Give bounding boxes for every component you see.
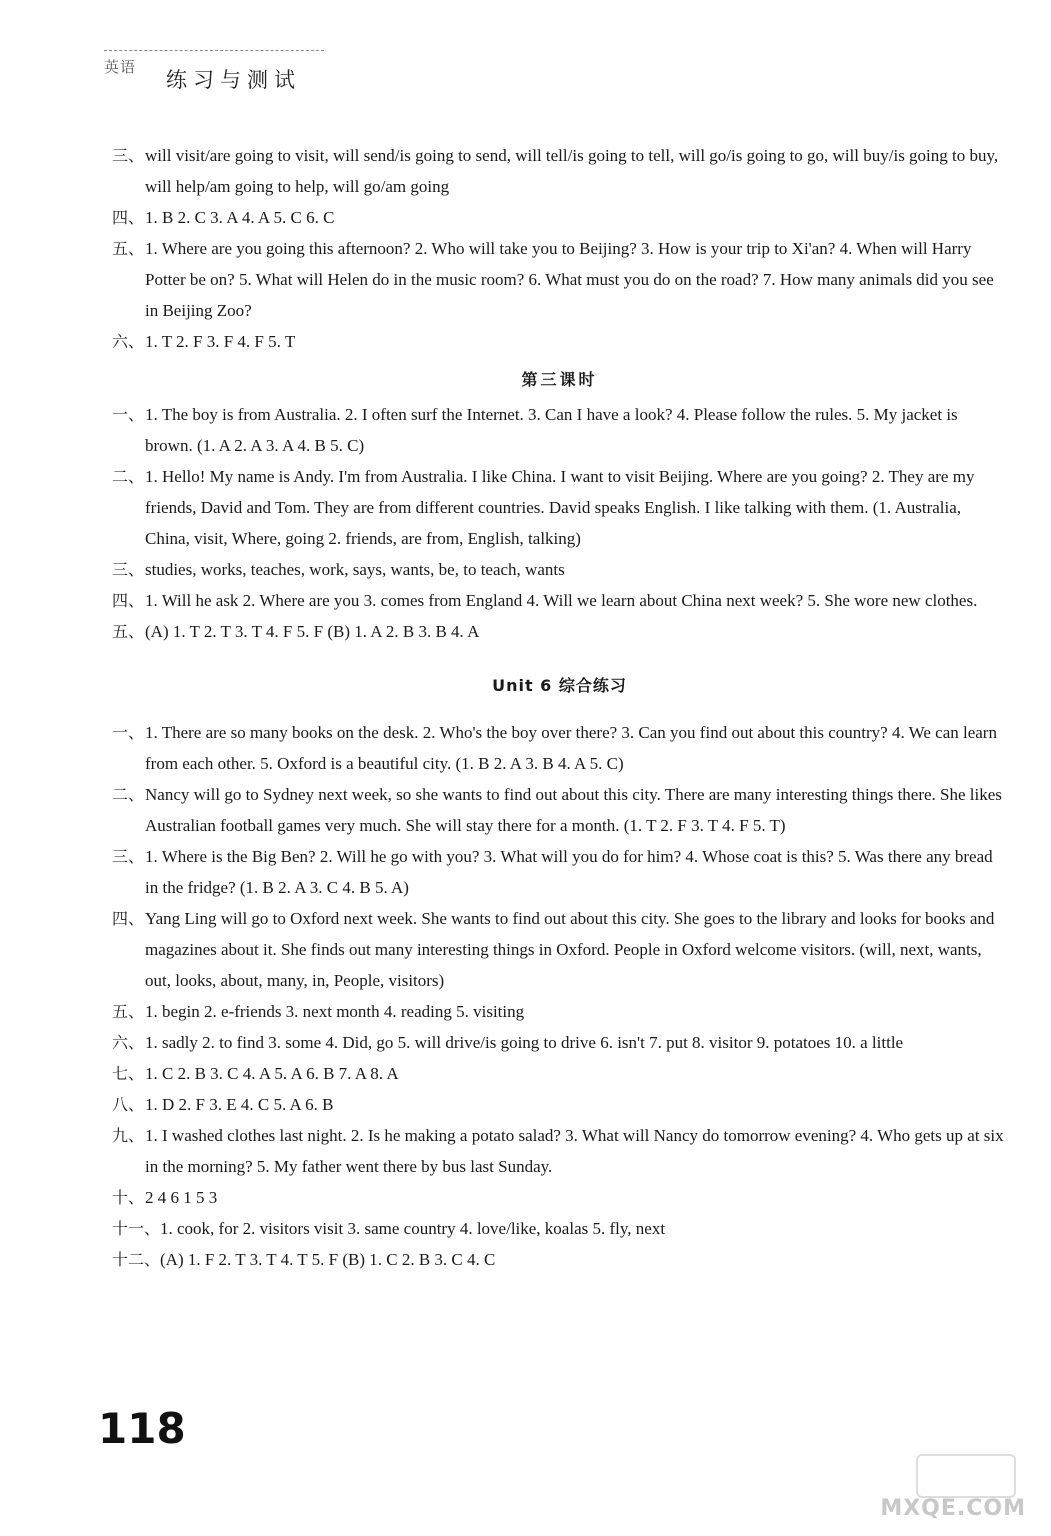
section-label: 五、 (112, 1002, 145, 1021)
section-text: 1. begin 2. e-friends 3. next month 4. reading 5. visiting (145, 1002, 525, 1021)
section-label: 五、 (112, 622, 145, 641)
section-label: 九、 (112, 1126, 145, 1145)
watermark-logo-icon (916, 1454, 1016, 1498)
answer-section (112, 616, 1007, 647)
section-label: 一、 (112, 723, 145, 742)
page-number: 118 (98, 1404, 186, 1453)
answer-section (112, 779, 1007, 841)
section-text: Nancy will go to Sydney next week, so she wants to find out about this city. There are many interesting things there. She likes Australian football games very much. She will stay there for a month. (1. T 2. F 3. T 4. F 5. T) (145, 785, 1002, 835)
section-label: 二、 (112, 785, 145, 804)
section-text: 1. T 2. F 3. F 4. F 5. T (145, 332, 296, 351)
answer-section (112, 1027, 1007, 1058)
section-text: 1. Where is the Big Ben? 2. Will he go with you? 3. What will you do for him? 4. Whose coat is this? 5. Was there any bread in the fridge? (1. B 2. A 3. C 4. B 5. A) (145, 847, 993, 897)
section-text: will visit/are going to visit, will send/is going to send, will tell/is going to tell, will go/is going to go, will buy/is going to buy, will help/am going to help, will go/am going (145, 146, 999, 196)
section-label: 三、 (112, 146, 145, 165)
header-subject: 英语 (104, 58, 137, 76)
answer-section (112, 1182, 1007, 1213)
section-label: 四、 (112, 591, 145, 610)
answer-section (112, 1120, 1007, 1182)
section-label: 八、 (112, 1095, 145, 1114)
section-label: 四、 (112, 208, 145, 227)
answer-section (112, 326, 1007, 357)
section-label: 六、 (112, 332, 145, 351)
section-text: 1. Hello! My name is Andy. I'm from Australia. I like China. I want to visit Beijing. Where are you going? 2. They are my friends, David and Tom. They are from different countries. David speaks English. I like talking with them. (1. Australia, China, visit, Where, going 2. friends, are from, English, talking) (145, 467, 975, 548)
section-label: 六、 (112, 1033, 145, 1052)
section-text: 1. C 2. B 3. C 4. A 5. A 6. B 7. A 8. A (145, 1064, 399, 1083)
section-label: 四、 (112, 909, 145, 928)
section-text: 1. Where are you going this afternoon? 2. Who will take you to Beijing? 3. How is your trip to Xi'an? 4. When will Harry Potter be on? 5. What will Helen do in the music room? 6. What must you do on the road? 7. How many animals did you see in Beijing Zoo? (145, 239, 994, 320)
answer-section (112, 1089, 1007, 1120)
watermark (876, 1452, 1026, 1524)
section-label: 五、 (112, 239, 145, 258)
answer-section (112, 399, 1007, 461)
answer-section (112, 1058, 1007, 1089)
section-text: 1. The boy is from Australia. 2. I often surf the Internet. 3. Can I have a look? 4. Please follow the rules. 5. My jacket is brown. (1. A 2. A 3. A 4. B 5. C) (145, 405, 958, 455)
section-text: 1. I washed clothes last night. 2. Is he making a potato salad? 3. What will Nancy do tomorrow evening? 4. Who gets up at six in the morning? 5. My father went there by bus last Sunday. (145, 1126, 1004, 1176)
section-label: 二、 (112, 467, 145, 486)
section-label: 十一、 (112, 1219, 161, 1238)
unit6-title: Unit 6 综合练习 (492, 676, 627, 695)
section-text: 1. sadly 2. to find 3. some 4. Did, go 5. will drive/is going to drive 6. isn't 7. put 8. visitor 9. potatoes 10. a little (145, 1033, 904, 1052)
section-label: 十二、 (112, 1250, 161, 1269)
lesson3-title: 第三课时 (521, 370, 598, 389)
section-label: 十、 (112, 1188, 145, 1207)
section-text: (A) 1. F 2. T 3. T 4. T 5. F (B) 1. C 2. B 3. C 4. C (160, 1250, 496, 1269)
header-book-title: 练习与测试 (166, 68, 301, 92)
answer-section (112, 841, 1007, 903)
section-text: 1. D 2. F 3. E 4. C 5. A 6. B (145, 1095, 334, 1114)
section-label: 七、 (112, 1064, 145, 1083)
section-label: 三、 (112, 847, 145, 866)
watermark-text: MXQE.COM (880, 1496, 1026, 1521)
answer-section (112, 1244, 1007, 1275)
answer-section (112, 903, 1007, 996)
answer-section (112, 202, 1007, 233)
section-text: 1. There are so many books on the desk. 2. Who's the boy over there? 3. Can you find out about this country? 4. We can learn from each other. 5. Oxford is a beautiful city. (1. B 2. A 3. B 4. A 5. C) (145, 723, 997, 773)
answer-section (112, 717, 1007, 779)
answer-section (112, 585, 1007, 616)
page-header (104, 48, 334, 98)
section-text: 1. B 2. C 3. A 4. A 5. C 6. C (145, 208, 335, 227)
section-text: (A) 1. T 2. T 3. T 4. F 5. F (B) 1. A 2. B 3. B 4. A (145, 622, 480, 641)
section-label: 三、 (112, 560, 145, 579)
section-text: 2 4 6 1 5 3 (145, 1188, 218, 1207)
answer-section (112, 996, 1007, 1027)
answer-section (112, 233, 1007, 326)
section-text: 1. Will he ask 2. Where are you 3. comes from England 4. Will we learn about China next week? 5. She wore new clothes. (145, 591, 978, 610)
section-text: Yang Ling will go to Oxford next week. She wants to find out about this city. She goes to the library and looks for books and magazines about it. She finds out many interesting things in Oxford. People in Oxford welcome visitors. (will, next, wants, out, looks, about, many, in, People, visitors) (145, 909, 995, 990)
answer-section (112, 1213, 1007, 1244)
answer-section (112, 461, 1007, 554)
header-rule (104, 50, 324, 51)
section-text: 1. cook, for 2. visitors visit 3. same country 4. love/like, koalas 5. fly, next (160, 1219, 666, 1238)
section-label: 一、 (112, 405, 145, 424)
answer-content (112, 140, 1007, 1275)
section-text: studies, works, teaches, work, says, wants, be, to teach, wants (145, 560, 565, 579)
answer-section (112, 554, 1007, 585)
answer-section (112, 140, 1007, 202)
